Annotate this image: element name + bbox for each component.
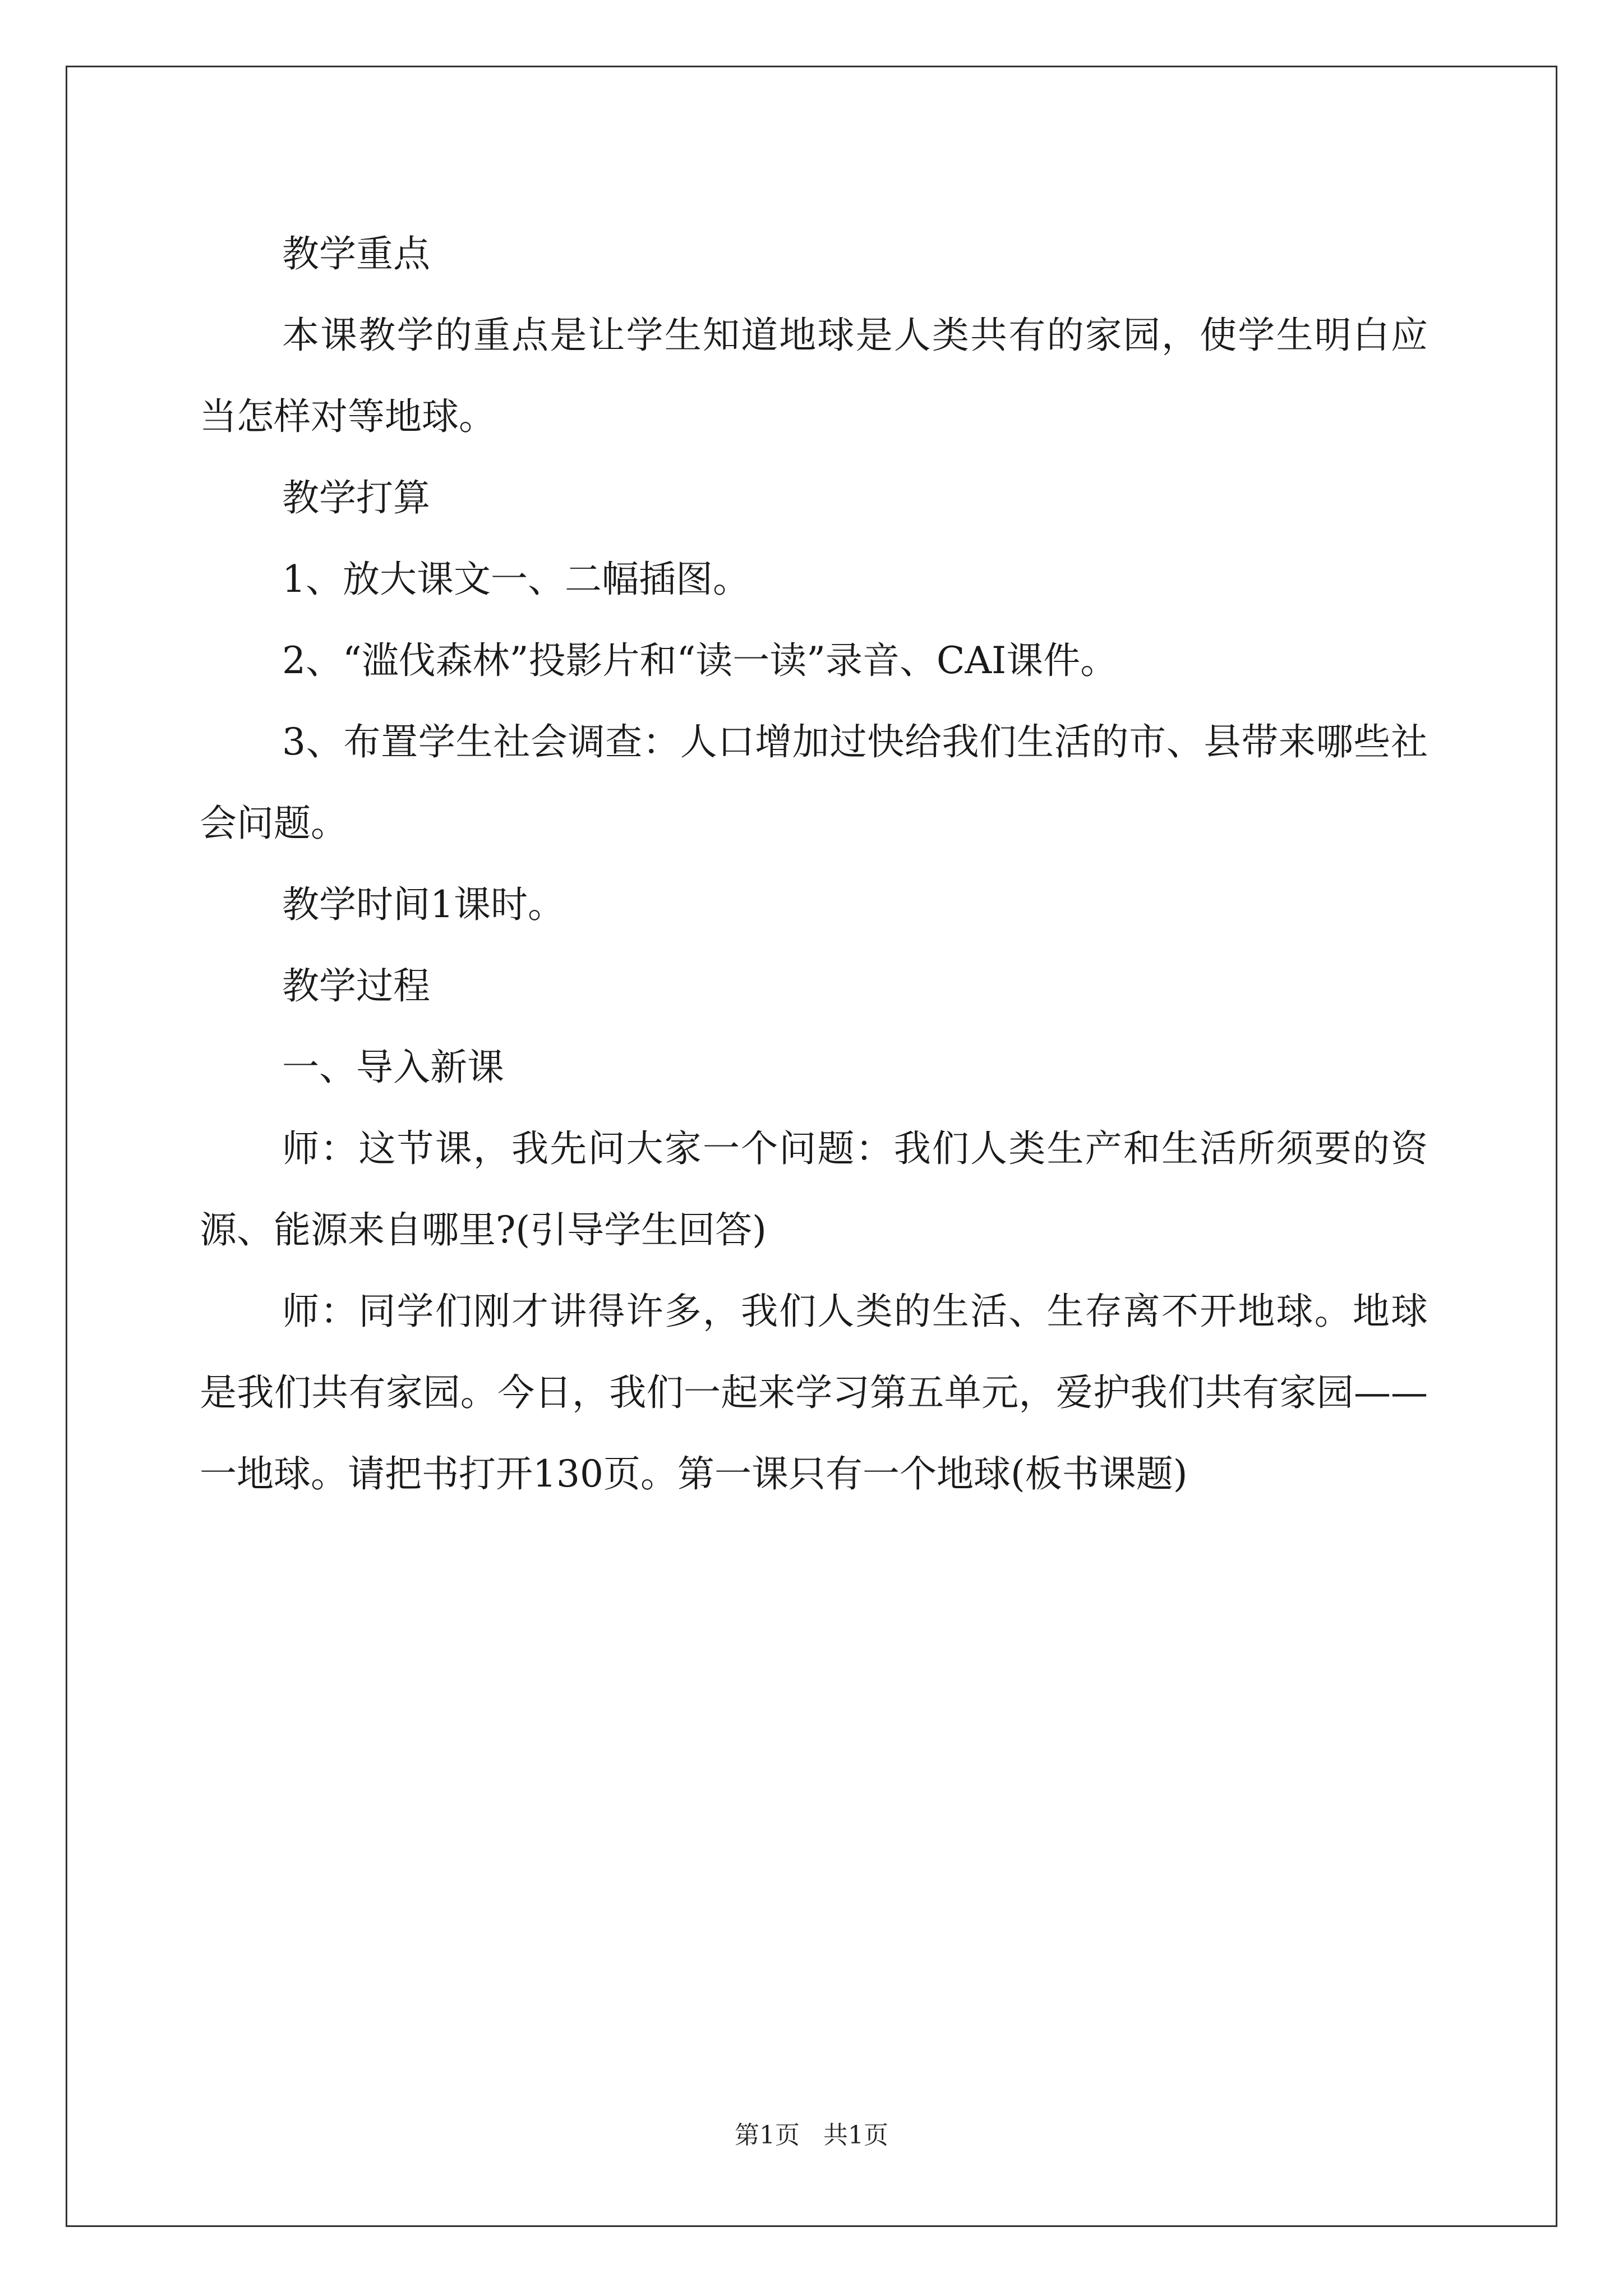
paragraph-focus-description: 本课教学的重点是让学生知道地球是人类共有的家园，使学生明白应当怎样对等地球。: [200, 314, 1428, 438]
heading-teaching-preparation: 教学打算: [282, 476, 430, 519]
page-number: 第1页: [735, 2121, 800, 2150]
heading-teaching-focus: 教学重点: [282, 232, 430, 275]
list-item-1: 1、放大课文一、二幅插图。: [282, 558, 750, 601]
teacher-question-paragraph: 师：这节课，我先问大家一个问题：我们人类生产和生活所须要的资源、能源来自哪里?(引导学生回答): [200, 1127, 1428, 1251]
document-body: [200, 213, 1428, 1515]
page-footer: [0, 2115, 1623, 2151]
list-item-2: 2、“滥伐森林”投影片和“读一读”录音、CAI课件。: [282, 639, 1118, 682]
section-introduce-new-lesson: 一、导入新课: [282, 1046, 504, 1089]
teaching-time: 教学时间1课时。: [282, 883, 565, 926]
teacher-summary-paragraph: 师：同学们刚才讲得许多，我们人类的生活、生存离不开地球。地球是我们共有家园。今日，我们一起来学习第五单元，爱护我们共有家园——一地球。请把书打开130页。第一课只有一个地球(板书课题): [200, 1290, 1428, 1496]
heading-teaching-process: 教学过程: [282, 964, 430, 1007]
page-total: 共1页: [823, 2121, 888, 2150]
list-item-3: 3、布置学生社会调查：人口增加过快给我们生活的市、县带来哪些社会问题。: [200, 720, 1428, 845]
